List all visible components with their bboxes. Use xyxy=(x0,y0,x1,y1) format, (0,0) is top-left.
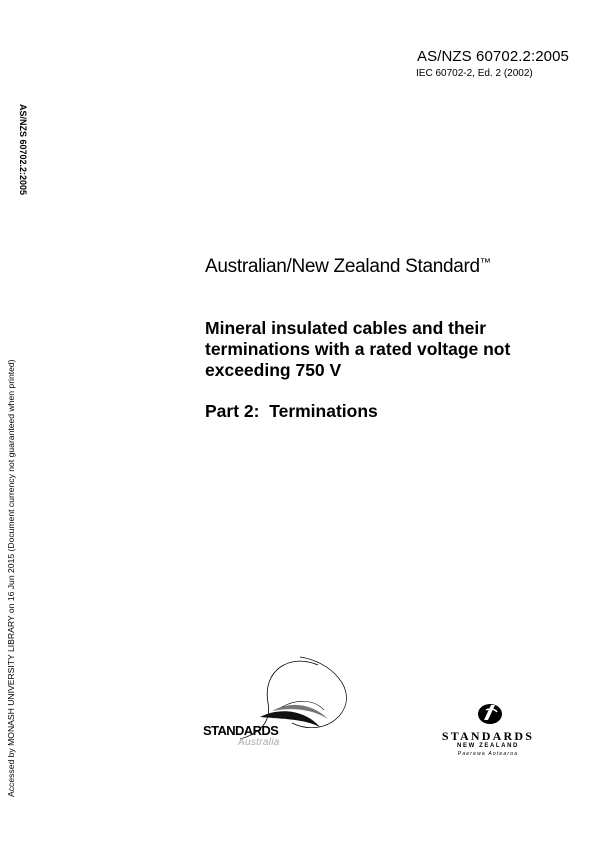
standards-new-zealand-subline: NEW ZEALAND xyxy=(457,743,519,749)
standards-new-zealand-emblem-icon xyxy=(440,700,540,730)
document-title xyxy=(205,318,545,381)
standards-australia-wordmark: STANDARDS xyxy=(203,723,279,738)
title-line: terminations with a rated voltage not xyxy=(205,339,511,359)
series-name: Australian/New Zealand Standard xyxy=(205,256,480,277)
standards-australia-logo xyxy=(200,655,360,755)
title-line: Mineral insulated cables and their xyxy=(205,318,487,338)
part-title: Part 2: Terminations xyxy=(205,401,378,421)
standards-new-zealand-logo xyxy=(440,700,540,760)
standards-new-zealand-maori-name: Paerewa Aotearoa xyxy=(457,751,519,757)
access-notice: Accessed by MONASH UNIVERSITY LIBRARY on 16 Jun 2015 (Document currency not guaranteed when printed) xyxy=(6,359,16,797)
spine-standard-number: AS/NZS 60702.2:2005 xyxy=(18,104,28,196)
trademark-symbol: ™ xyxy=(479,257,491,269)
iec-reference: IEC 60702-2, Ed. 2 (2002) xyxy=(416,68,533,79)
series-title xyxy=(205,256,491,278)
standards-new-zealand-wordmark: STANDARDS xyxy=(441,729,535,743)
standards-australia-swoosh-icon xyxy=(200,655,360,755)
standards-australia-subline: Australia xyxy=(238,737,280,748)
standard-number: AS/NZS 60702.2:2005 xyxy=(417,48,570,65)
title-line: exceeding 750 V xyxy=(205,360,342,380)
